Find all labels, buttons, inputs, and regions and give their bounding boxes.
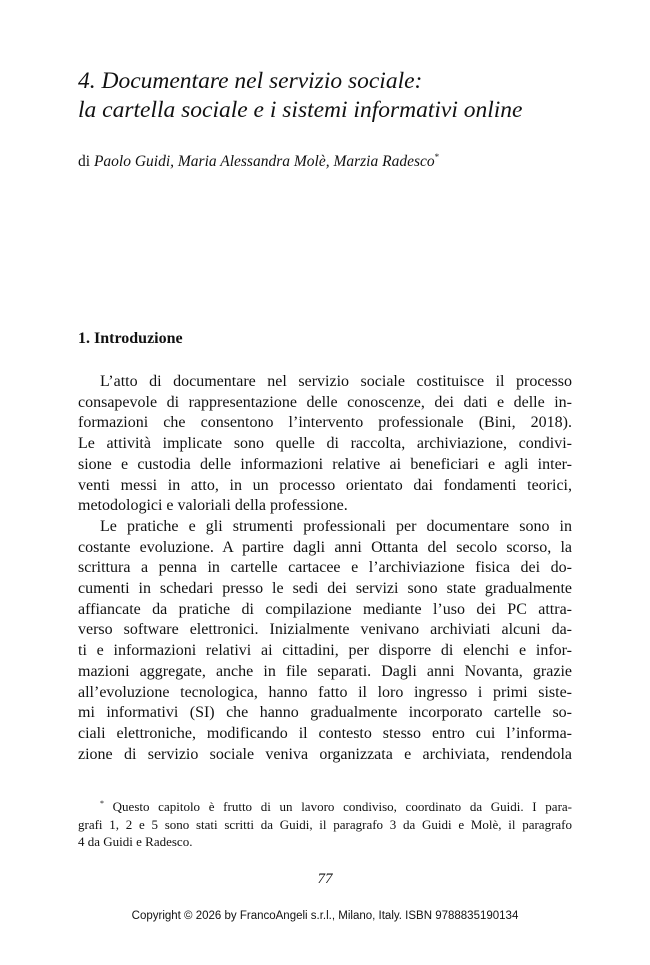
footnote <box>78 795 572 851</box>
paragraph-line: L’atto di documentare nel servizio sociale costituisce il processo <box>100 373 572 390</box>
page-number: 77 <box>317 871 333 887</box>
paragraph-line: zione di servizio sociale veniva organizzata e archiviata, rendendola <box>78 745 572 763</box>
footnote-line: 4 da Guidi e Radesco. <box>78 834 193 849</box>
paragraph-line: cumenti in schedari presso le sedi dei servizi sono state gradualmente <box>78 580 572 598</box>
authors-names: Paolo Guidi, Maria Alessandra Molè, Marzia Radesco <box>93 153 435 170</box>
authors-prefix: di <box>78 153 94 170</box>
paragraph-line: Le pratiche e gli strumenti professionali per documentare sono in <box>100 517 572 535</box>
body-text <box>78 372 572 765</box>
paragraph-line: ti e informazioni relativi ai cittadini, per disporre di elenchi e infor- <box>78 642 572 660</box>
chapter-title-line-2: la cartella sociale e i sistemi informativi online <box>78 97 523 123</box>
paragraph-1 <box>78 372 572 517</box>
paragraph-line: scrittura a penna in cartelle cartacee e l’archiviazione fisica dei do- <box>78 559 572 577</box>
paragraph-line: all’evoluzione tecnologica, hanno fatto il loro ingresso i primi siste- <box>78 683 572 701</box>
footnote-line <box>78 795 572 816</box>
paragraph-line: ciali elettroniche, modificando il contesto stesso entro cui l’informa- <box>78 724 572 742</box>
paragraph-line: metodologici e valoriali della professione. <box>78 497 348 515</box>
paragraph-line: affiancate da pratiche di compilazione mediante l’uso dei PC attra- <box>78 600 572 618</box>
paragraph-line: mazioni aggregate, anche in file separati. Dagli anni Novanta, grazie <box>78 662 572 680</box>
paragraph-line: consapevole di rappresentazione delle conoscenze, dei dati e delle in- <box>78 393 572 411</box>
paragraph-line: sione e custodia delle informazioni relative ai beneficiari e agli inter- <box>78 455 572 473</box>
chapter-title-line-1: 4. Documentare nel servizio sociale: <box>78 68 423 94</box>
section-heading: 1. Introduzione <box>78 330 183 347</box>
footnote-marker: * <box>100 799 104 808</box>
chapter-title <box>78 67 598 125</box>
paragraph-line: Le attività implicate sono quelle di raccolta, archiviazione, condivi- <box>78 435 572 453</box>
footnote-line: grafi 1, 2 e 5 sono stati scritti da Guidi, il paragrafo 3 da Guidi e Molè, il paragrafo <box>78 816 572 832</box>
copyright-notice: Copyright © 2026 by FrancoAngeli s.r.l., Milano, Italy. ISBN 9788835190134 <box>131 910 519 922</box>
paragraph-line: verso software elettronici. Inizialmente venivano archiviati alcuni da- <box>78 621 572 639</box>
authors-footnote-marker: * <box>434 152 440 162</box>
paragraph-line: costante evoluzione. A partire dagli anni Ottanta del secolo scorso, la <box>78 538 572 556</box>
paragraph-line: venti messi in atto, in un processo orientato dai fondamenti teorici, <box>78 476 572 494</box>
paragraph-line: formazioni che consentono l’intervento professionale (Bini, 2018). <box>78 414 572 432</box>
footnote-text: Questo capitolo è frutto di un lavoro condiviso, coordinato da Guidi. I para- <box>104 799 572 814</box>
chapter-authors <box>78 147 578 172</box>
paragraph-2 <box>78 517 572 765</box>
paragraph-line: mi informativi (SI) che hanno gradualmente incorporato cartelle so- <box>78 704 572 722</box>
